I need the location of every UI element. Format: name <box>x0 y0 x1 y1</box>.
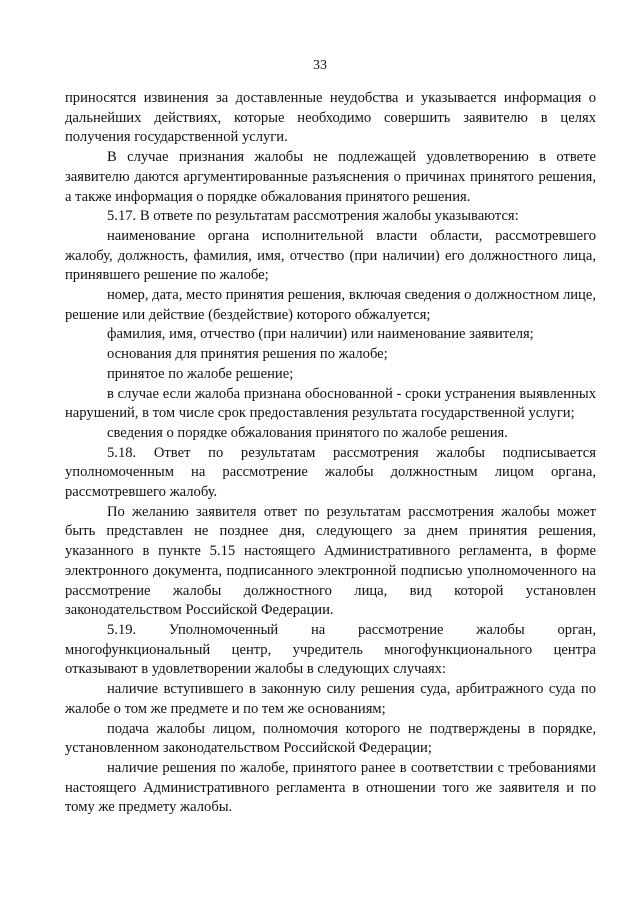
list-item-decision-details: номер, дата, место принятия решения, включая сведения о должностном лице, решение или действие (бездействие) которого обжалуется; <box>65 287 596 323</box>
paragraph-5-18: 5.18. Ответ по результатам рассмотрения жалобы подписывается уполномоченным на рассмотрение жалобы должностным лицом органа, рассмотревшего жалобу. <box>65 444 596 501</box>
list-item-grounds: основания для принятия решения по жалобе; <box>107 346 388 363</box>
paragraph-rejection-case: В случае признания жалобы не подлежащей удовлетворению в ответе заявителю даются аргументированные разъяснения о причинах принятого решения, а также информация о порядке обжалования принятого решения. <box>65 149 596 205</box>
list-item-authority-name: наименование органа исполнительной власти области, рассмотревшего жалобу, должность, фамилия, имя, отчество (при наличии) его должностного лица, принявшего решение по жалобе; <box>65 227 596 284</box>
paragraph-5-17: 5.17. В ответе по результатам рассмотрения жалобы указываются: <box>107 208 519 225</box>
list-item-court-decision: наличие вступившего в законную силу решения суда, арбитражного суда по жалобе о том же предмете и по тем же основаниям; <box>65 681 596 717</box>
list-item-unconfirmed-authority: подача жалобы лицом, полномочия которого не подтверждены в порядке, установленном законодательством Российской Федерации; <box>65 720 596 757</box>
paragraph-electronic-answer: По желанию заявителя ответ по результатам рассмотрения жалобы может быть представлен не позднее дня, следующего за днем принятия решения, указанного в пункте 5.15 настоящего Административного регламента, в форме электронного документа, подписанного электронной подписью уполномоченного на рассмотрение жалобы должностного лица, вид которой установлен законодательством Российской Федерации. <box>65 503 596 619</box>
list-item-applicant-name: фамилия, имя, отчество (при наличии) или наименование заявителя; <box>107 326 534 343</box>
list-item-appeal-procedure: сведения о порядке обжалования принятого по жалобе решения. <box>107 424 508 441</box>
document-body <box>65 89 596 818</box>
list-item-justified-complaint: в случае если жалоба признана обоснованной - сроки устранения выявленных нарушений, в том числе срок предоставления результата государственной услуги; <box>65 385 596 422</box>
paragraph-5-19: 5.19. Уполномоченный на рассмотрение жалобы орган, многофункциональный центр, учредитель многофункционального центра отказывают в удовлетворении жалобы в следующих случаях: <box>65 621 596 678</box>
list-item-decision: принятое по жалобе решение; <box>107 365 294 382</box>
paragraph-continuation: приносятся извинения за доставленные неудобства и указывается информация о дальнейших действиях, которые необходимо совершить заявителю в целях получения государственной услуги. <box>65 90 596 146</box>
list-item-prior-decision: наличие решения по жалобе, принятого ранее в соответствии с требованиями настоящего Административного регламента в отношении того же заявителя и по тому же предмету жалобы. <box>65 759 596 816</box>
page-number: 33 <box>313 58 327 73</box>
